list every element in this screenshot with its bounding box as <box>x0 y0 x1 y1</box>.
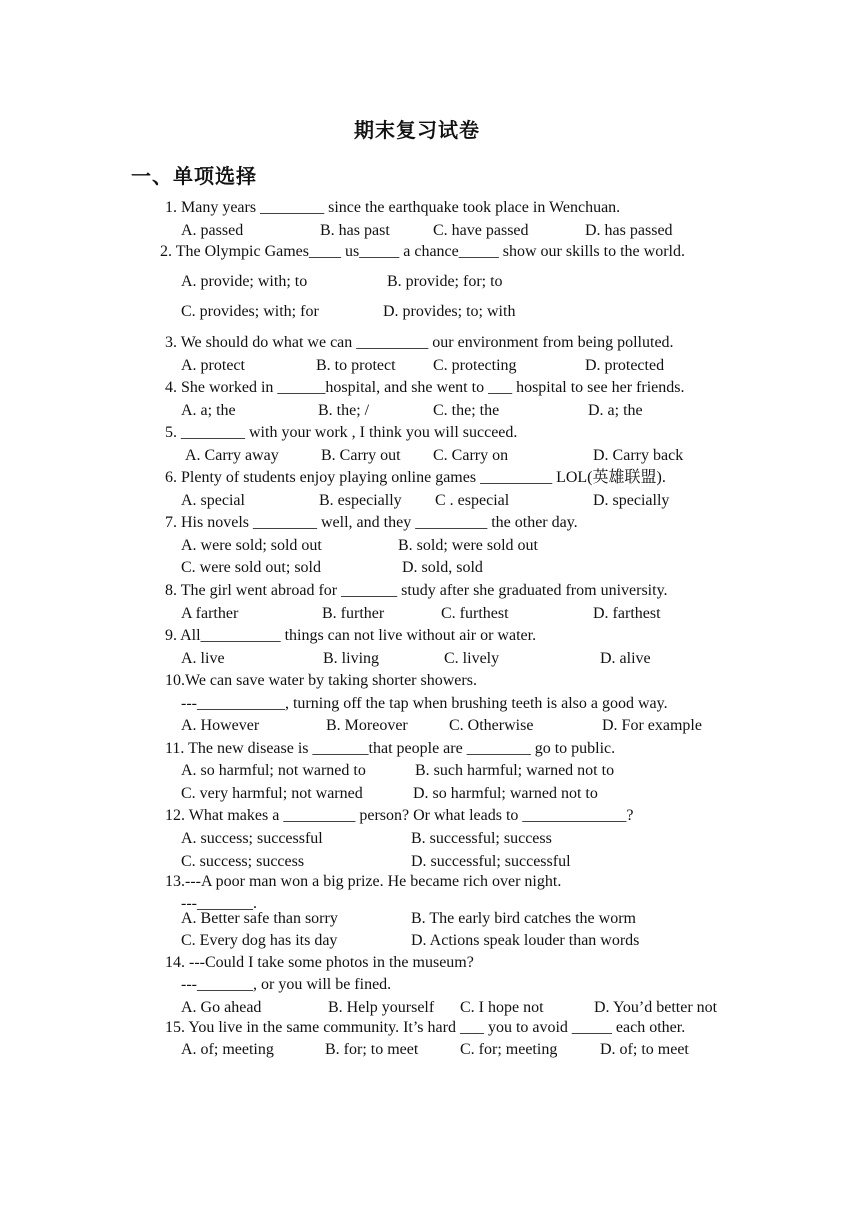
question-15-stem: 15. You live in the same community. It’s hard ___ you to avoid _____ each other. <box>165 1019 686 1036</box>
question-1-option-a: A. passed <box>181 222 244 239</box>
question-7-stem: 7. His novels ________ well, and they _________ the other day. <box>165 514 578 531</box>
question-6-option-c: C . especial <box>435 492 510 509</box>
question-6-option-a: A. special <box>181 492 245 509</box>
question-9-option-d: D. alive <box>600 650 651 667</box>
question-7-option-d: D. sold, sold <box>402 559 483 576</box>
question-3-option-c: C. protecting <box>433 357 517 374</box>
question-1-option-c: C. have passed <box>433 222 529 239</box>
question-3-option-a: A. protect <box>181 357 245 374</box>
question-15-option-b: B. for; to meet <box>325 1041 419 1058</box>
question-13-option-a: A. Better safe than sorry <box>181 910 338 927</box>
question-12-option-d: D. successful; successful <box>411 853 571 870</box>
question-5-option-c: C. Carry on <box>433 447 509 464</box>
question-12-option-b: B. successful; success <box>411 830 552 847</box>
question-1-stem: 1. Many years ________ since the earthquake took place in Wenchuan. <box>165 199 621 216</box>
question-7-option-a: A. were sold; sold out <box>181 537 322 554</box>
question-5-option-a: A. Carry away <box>185 447 279 464</box>
question-11-option-a: A. so harmful; not warned to <box>181 762 366 779</box>
question-1-option-d: D. has passed <box>585 222 673 239</box>
question-4-option-a: A. a; the <box>181 402 236 419</box>
question-4-stem: 4. She worked in ______hospital, and she went to ___ hospital to see her friends. <box>165 379 685 396</box>
question-10-option-c: C. Otherwise <box>449 717 534 734</box>
question-7-option-c: C. were sold out; sold <box>181 559 321 576</box>
question-13-stem: 13.---A poor man won a big prize. He became rich over night. <box>165 873 562 890</box>
question-13-option-d: D. Actions speak louder than words <box>411 932 640 949</box>
question-3-option-d: D. protected <box>585 357 665 374</box>
question-5-option-d: D. Carry back <box>593 447 684 464</box>
question-11-option-d: D. so harmful; warned not to <box>413 785 598 802</box>
question-2-option-a: A. provide; with; to <box>181 273 308 290</box>
question-3-stem: 3. We should do what we can _________ our environment from being polluted. <box>165 334 674 351</box>
question-9-option-a: A. live <box>181 650 225 667</box>
question-2-option-d: D. provides; to; with <box>383 303 516 320</box>
question-10-option-d: D. For example <box>602 717 702 734</box>
question-11-stem: 11. The new disease is _______that people are ________ go to public. <box>165 740 616 757</box>
question-11-option-c: C. very harmful; not warned <box>181 785 363 802</box>
question-8-option-d: D. farthest <box>593 605 661 622</box>
question-5-stem: 5. ________ with your work , I think you will succeed. <box>165 424 518 441</box>
question-8-option-c: C. furthest <box>441 605 509 622</box>
question-12-option-a: A. success; successful <box>181 830 323 847</box>
question-8-option-a: A farther <box>181 605 239 622</box>
question-15-option-a: A. of; meeting <box>181 1041 274 1058</box>
question-6-option-b: B. especially <box>319 492 402 509</box>
question-4-option-b: B. the; / <box>318 402 370 419</box>
question-2-stem: 2. The Olympic Games____ us_____ a chance_____ show our skills to the world. <box>160 243 685 260</box>
page-title: 期末复习试卷 <box>354 118 480 142</box>
question-10-response: ---___________, turning off the tap when brushing teeth is also a good way. <box>181 695 668 712</box>
question-2-option-c: C. provides; with; for <box>181 303 319 320</box>
question-6-stem: 6. Plenty of students enjoy playing online games _________ LOL(英雄联盟). <box>165 469 666 486</box>
question-12-option-c: C. success; success <box>181 853 305 870</box>
question-9-stem: 9. All__________ things can not live without air or water. <box>165 627 537 644</box>
question-4-option-c: C. the; the <box>433 402 500 419</box>
question-5-option-b: B. Carry out <box>321 447 401 464</box>
question-7-option-b: B. sold; were sold out <box>398 537 538 554</box>
question-14-option-b: B. Help yourself <box>328 999 435 1016</box>
section-heading: 一、单项选择 <box>131 164 257 188</box>
question-3-option-b: B. to protect <box>316 357 396 374</box>
question-8-option-b: B. further <box>322 605 385 622</box>
question-14-stem: 14. ---Could I take some photos in the museum? <box>165 954 474 971</box>
question-14-option-a: A. Go ahead <box>181 999 262 1016</box>
question-15-option-c: C. for; meeting <box>460 1041 558 1058</box>
question-6-option-d: D. specially <box>593 492 670 509</box>
question-12-stem: 12. What makes a _________ person? Or what leads to _____________? <box>165 807 634 824</box>
question-8-stem: 8. The girl went abroad for _______ study after she graduated from university. <box>165 582 668 599</box>
question-14-option-d: D. You’d better not <box>594 999 718 1016</box>
question-13-response: ---_______. <box>181 895 257 912</box>
question-1-option-b: B. has past <box>320 222 390 239</box>
question-14-option-c: C. I hope not <box>460 999 544 1016</box>
question-13-option-c: C. Every dog has its day <box>181 932 338 949</box>
question-10-option-b: B. Moreover <box>326 717 408 734</box>
question-11-option-b: B. such harmful; warned not to <box>415 762 615 779</box>
question-10-option-a: A. However <box>181 717 260 734</box>
question-14-response: ---_______, or you will be fined. <box>181 976 392 993</box>
question-9-option-c: C. lively <box>444 650 500 667</box>
question-10-stem: 10.We can save water by taking shorter showers. <box>165 672 477 689</box>
question-13-option-b: B. The early bird catches the worm <box>411 910 636 927</box>
question-4-option-d: D. a; the <box>588 402 643 419</box>
question-2-option-b: B. provide; for; to <box>387 273 503 290</box>
question-15-option-d: D. of; to meet <box>600 1041 689 1058</box>
question-9-option-b: B. living <box>323 650 380 667</box>
